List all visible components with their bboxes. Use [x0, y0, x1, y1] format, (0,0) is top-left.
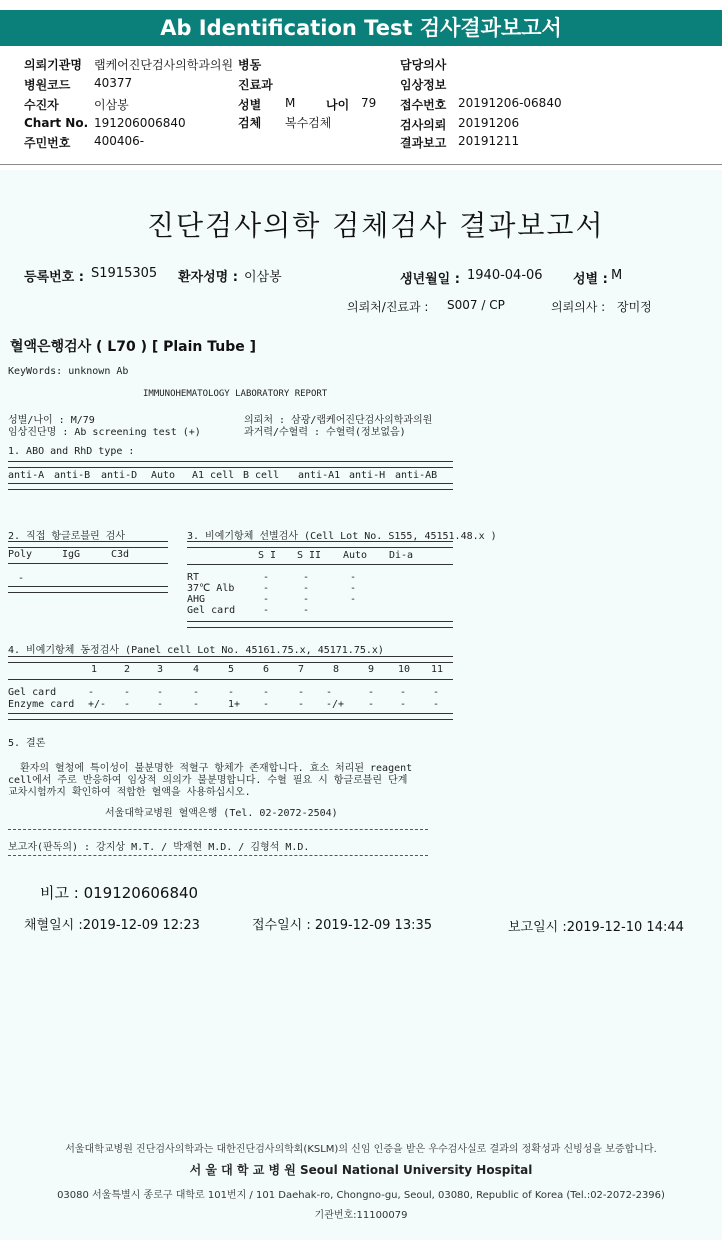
patient-name-label: 환자성명 :: [178, 270, 238, 285]
hospital-code-value: 40377: [94, 76, 133, 90]
footer-inst-no: 기관번호:11100079: [314, 1210, 408, 1221]
report-sex-value: M: [611, 268, 623, 283]
panel-mid-line: [8, 679, 453, 680]
abo-header-cell: A1 cell: [192, 470, 235, 481]
request-label: 검사의뢰: [400, 118, 447, 132]
screen-row-value: -: [350, 583, 357, 594]
panel-header-cell: 4: [193, 664, 200, 675]
sex-value: M: [285, 96, 296, 110]
report-title-bar: Ab Identification Test 검사결과보고서: [0, 10, 722, 46]
blood-bank-line: 서울대학교병원 혈액은행 (Tel. 02-2072-2504): [105, 808, 338, 819]
panel-row-label: Gel card: [8, 687, 57, 698]
request-inst-line: 의뢰처 : 삼광/랩케어진단검사의학과의원: [244, 415, 433, 426]
panel-header-cell: 10: [398, 664, 411, 675]
panel-row-value: -: [263, 699, 270, 710]
dat-header-cell: Poly: [8, 549, 33, 560]
dat-title: 2. 직접 항글로블린 검사: [8, 531, 126, 542]
dob-label: 생년월일 :: [400, 272, 460, 287]
panel-row-value: -/+: [326, 699, 345, 710]
screen-header-cell: S II: [297, 550, 322, 561]
collect-time: 채혈일시 :2019-12-09 12:23: [24, 918, 200, 933]
abo-header-cell: anti-D: [101, 470, 138, 481]
screen-row-value: -: [303, 594, 310, 605]
dat-mid-line: [8, 563, 168, 564]
institution-value: 랩케어진단검사의학과의원: [94, 58, 234, 72]
report-main-title: 진단검사의학 검체검사 결과보고서: [147, 209, 605, 242]
chart-no-label: Chart No.: [24, 116, 89, 130]
screen-mid-line: [187, 564, 453, 565]
screen-top-line: [187, 541, 453, 548]
screen-title: 3. 비예기항체 선별검사 (Cell Lot No. S155, 45151.48.x ): [187, 531, 497, 542]
screen-row-label: Gel card: [187, 605, 236, 616]
receipt-no-value: 20191206-06840: [458, 96, 562, 110]
screen-row-value: -: [303, 572, 310, 583]
screen-row-value: -: [350, 572, 357, 583]
reg-no-label: 등록번호 :: [24, 270, 84, 285]
request-doctor-value: 장미정: [617, 300, 652, 314]
panel-header-cell: 3: [157, 664, 164, 675]
screen-header-cell: Di-a: [389, 550, 414, 561]
panel-bottom-line: [8, 713, 453, 720]
reporter-top-line: [8, 829, 428, 830]
request-dept-label: 의뢰처/진료과 :: [347, 300, 429, 314]
panel-header-cell: 2: [124, 664, 131, 675]
screen-row-value: -: [263, 605, 270, 616]
request-doctor-label: 의뢰의사 :: [551, 300, 606, 314]
panel-row-value: -: [124, 699, 131, 710]
panel-row-value: -: [368, 699, 375, 710]
report-date-value: 20191211: [458, 134, 520, 148]
footer-address: 03080 서울특별시 종로구 대학로 101번지 / 101 Daehak-ro, Chongno-gu, Seoul, 03080, Republic of Korea (Tel.:02-2072-2396): [57, 1190, 665, 1201]
dat-value: -: [18, 573, 25, 584]
keywords: KeyWords: unknown Ab: [8, 366, 129, 377]
panel-row-value: -: [124, 687, 131, 698]
lab-report-title: IMMUNOHEMATOLOGY LABORATORY REPORT: [143, 389, 328, 399]
panel-row-value: -: [433, 699, 440, 710]
dept-label: 진료과: [238, 78, 273, 92]
screen-row-value: -: [350, 594, 357, 605]
abo-title: 1. ABO and RhD type :: [8, 446, 135, 457]
panel-row-value: -: [88, 687, 95, 698]
panel-row-value: -: [193, 687, 200, 698]
scanned-report: [0, 170, 722, 1240]
history-line: 과거력/수혈력 : 수혈력(정보없음): [244, 427, 406, 438]
abo-bottom-line: [8, 483, 453, 490]
reporter-line: 보고자(판독의) : 강지상 M.T. / 박재현 M.D. / 김형석 M.D.: [8, 842, 310, 853]
panel-row-value: -: [263, 687, 270, 698]
panel-row-value: +/-: [88, 699, 107, 710]
screen-header-cell: Auto: [343, 550, 368, 561]
diagnosis-line: 임상진단명 : Ab screening test (+): [8, 427, 201, 438]
panel-header-cell: 6: [263, 664, 270, 675]
panel-row-value: -: [400, 699, 407, 710]
abo-top-line: [8, 461, 453, 468]
header-divider: [0, 164, 722, 165]
screen-row-label: AHG: [187, 594, 206, 605]
doctor-label: 담당의사: [400, 58, 447, 72]
panel-title: 4. 비예기항체 동정검사 (Panel cell Lot No. 45161.75.x, 45171.75.x): [8, 645, 384, 656]
screen-row-value: -: [303, 583, 310, 594]
age-label: 나이: [326, 98, 350, 112]
panel-row-value: -: [157, 699, 164, 710]
panel-header-cell: 8: [333, 664, 340, 675]
abo-header-cell: anti-A: [8, 470, 45, 481]
abo-header-cell: anti-A1: [298, 470, 341, 481]
panel-row-value: -: [298, 687, 305, 698]
hospital-code-label: 병원코드: [24, 78, 71, 92]
dat-header-cell: C3d: [111, 549, 130, 560]
panel-row-value: -: [298, 699, 305, 710]
panel-row-value: -: [326, 687, 333, 698]
panel-row-value: 1+: [228, 699, 241, 710]
conclusion-line-1: 환자의 혈청에 특이성이 불분명한 적혈구 항체가 존재합니다. 효소 처리된 reagent: [20, 763, 413, 774]
report-date-label: 결과보고: [400, 136, 447, 150]
chart-no-value: 191206006840: [94, 116, 186, 130]
sex-age-line: 성별/나이 : M/79: [8, 415, 95, 426]
patient-label: 수진자: [24, 98, 59, 112]
dat-top-line: [8, 541, 168, 548]
sex-label: 성별: [238, 98, 262, 112]
receipt-no-label: 접수번호: [400, 98, 447, 112]
abo-header-cell: anti-H: [349, 470, 386, 481]
request-value: 20191206: [458, 116, 520, 130]
conclusion-line-3: 교차시험까지 확인하여 적합한 혈액을 사용하십시오.: [8, 787, 251, 798]
panel-row-label: Enzyme card: [8, 699, 75, 710]
footer-cert: 서울대학교병원 진단검사의학과는 대한진단검사의학회(KSLM)의 신임 인증을 받은 우수검사실로 결과의 정확성과 신빙성을 보증합니다.: [65, 1144, 657, 1155]
age-value: 79: [361, 96, 377, 110]
screen-header-cell: S I: [258, 550, 277, 561]
dat-bottom-line: [8, 586, 168, 593]
screen-row-value: -: [263, 572, 270, 583]
receive-time: 접수일시 : 2019-12-09 13:35: [252, 918, 433, 933]
panel-header-cell: 11: [431, 664, 444, 675]
panel-header-cell: 7: [298, 664, 305, 675]
panel-row-value: -: [368, 687, 375, 698]
panel-row-value: -: [400, 687, 407, 698]
screen-row-label: 37℃ Alb: [187, 583, 235, 594]
dat-header-cell: IgG: [62, 549, 81, 560]
institution-label: 의뢰기관명: [24, 58, 82, 72]
specimen-value: 복수검체: [285, 116, 332, 130]
screen-row-value: -: [303, 605, 310, 616]
screen-row-value: -: [263, 583, 270, 594]
resident-no-label: 주민번호: [24, 136, 71, 150]
patient-name-value: 이삼봉: [244, 270, 282, 285]
report-sex-label: 성별 :: [573, 272, 608, 287]
abo-header-cell: Auto: [151, 470, 176, 481]
screen-bottom-line: [187, 621, 453, 628]
reg-no-value: S1915305: [91, 266, 158, 281]
request-dept-value: S007 / CP: [447, 298, 505, 312]
panel-row-value: -: [433, 687, 440, 698]
report-time: 보고일시 :2019-12-10 14:44: [508, 920, 684, 935]
screen-row-label: RT: [187, 572, 200, 583]
panel-header-cell: 1: [91, 664, 98, 675]
clinical-info-label: 임상정보: [400, 78, 447, 92]
dob-value: 1940-04-06: [467, 268, 543, 283]
conclusion-title: 5. 결론: [8, 738, 46, 749]
panel-top-line: [8, 656, 453, 663]
footer-hospital: 서 울 대 학 교 병 원 Seoul National University Hospital: [189, 1163, 533, 1177]
specimen-label: 검체: [238, 116, 262, 130]
panel-row-value: -: [193, 699, 200, 710]
ward-label: 병동: [238, 58, 262, 72]
reporter-bottom-line: [8, 855, 428, 856]
panel-header-cell: 5: [228, 664, 235, 675]
abo-header-cell: anti-AB: [395, 470, 438, 481]
abo-header-cell: B cell: [243, 470, 280, 481]
resident-no-value: 400406-: [94, 134, 145, 148]
panel-header-cell: 9: [368, 664, 375, 675]
panel-row-value: -: [228, 687, 235, 698]
patient-value: 이삼봉: [94, 98, 129, 112]
panel-row-value: -: [157, 687, 164, 698]
section-title: 혈액은행검사 ( L70 ) [ Plain Tube ]: [10, 339, 257, 355]
screen-row-value: -: [263, 594, 270, 605]
remark: 비고 : 019120606840: [40, 884, 199, 902]
abo-header-cell: anti-B: [54, 470, 91, 481]
conclusion-line-2: cell에서 주로 반응하여 임상적 의의가 불분명합니다. 수혈 필요 시 항글로블린 단계: [8, 775, 408, 786]
